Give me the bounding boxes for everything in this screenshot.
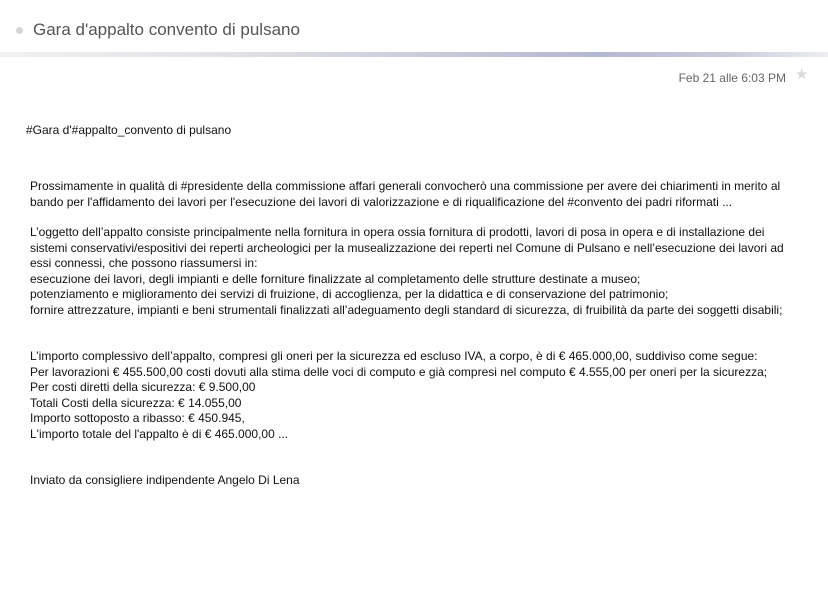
message-subject: #Gara d'#appalto_convento di pulsano [26,123,232,137]
conversation-header [0,0,828,52]
message-body [30,179,790,489]
message-signature: Inviato da consigliere indipendente Angelo Di Lena [30,473,300,487]
body-line: potenziamento e miglioramento dei servizi di fruizione, di accoglienza, per la didattica e di conservazione del patrimonio; [30,287,669,301]
body-paragraph: Prossimamente in qualità di #presidente della commissione affari generali convocherò una commissione per avere dei chiarimenti in merito al bando per l'affidamento dei lavori per l'esecuzione dei lavori di valorizzazione e di riqualificazione del #convento dei padri riformati ... [30,179,781,209]
status-dot-icon [16,27,23,34]
body-line: esecuzione dei lavori, degli impianti e delle forniture finalizzate al completamento delle strutture destinate a museo; [30,271,641,286]
body-line: L'importo totale del l'appalto è di € 465.000,00 ... [30,426,289,441]
body-line: Per costi diretti della sicurezza: € 9.500,00 [30,380,256,394]
message-timestamp: Feb 21 alle 6:03 PM [678,71,786,85]
body-line: Totali Costi della sicurezza: € 14.055,00 [30,395,242,410]
conversation-title: Gara d'appalto convento di pulsano [33,20,300,39]
body-line: fornire attrezzature, impianti e beni strumentali finalizzati all’adeguamento degli standard di sicurezza, di fruibilità da parte dei soggetti disabili; [30,302,783,317]
body-line: L’oggetto dell’appalto consiste principalmente nella fornitura in opera ossia fornitura di prodotti, lavori di posa in opera e di installazione dei sistemi conservativi/espositivi dei reperti archeologici per la musealizzazione dei reperti nel Comune di Pulsano e nell’esecuzione dei lavori ad essi connessi, che possono riassumersi in: [30,225,784,270]
header-divider [0,52,828,57]
body-line: Importo sottoposto a ribasso: € 450.945, [30,411,245,425]
body-line: L’importo complessivo dell’appalto, compresi gli oneri per la sicurezza ed escluso IVA, a corpo, è di € 465.000,00, suddiviso come segue: [30,349,758,363]
body-line: Per lavorazioni € 455.500,00 costi dovuti alla stima delle voci di computo e già compresi nel computo € 4.555,00 per oneri per la sicurezza; [30,364,768,379]
star-icon[interactable]: ★ [795,66,809,83]
